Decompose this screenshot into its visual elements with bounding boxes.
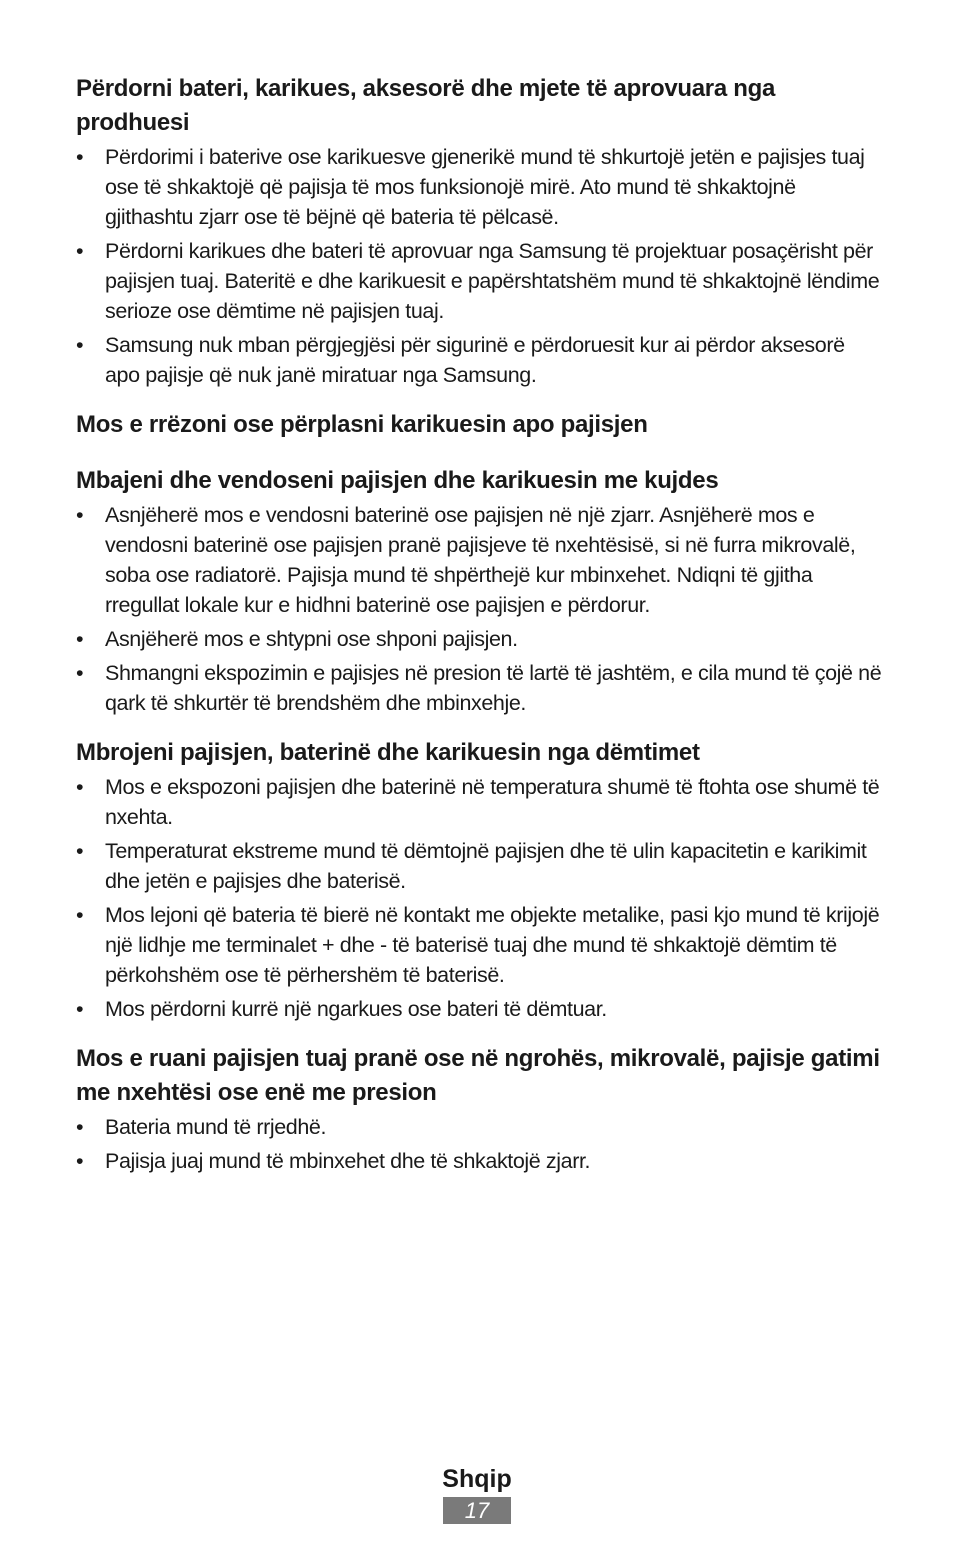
section-handle-with-care bbox=[76, 464, 884, 718]
section-storage-near-heat bbox=[76, 1042, 884, 1176]
bullet-glyph: • bbox=[76, 1149, 84, 1173]
list-item-text: Temperaturat ekstreme mund të dëmtojnë pajisjen dhe të ulin kapacitetin e karikimit dhe jetën e pajisjes dhe baterisë. bbox=[105, 839, 867, 893]
list-item-text: Pajisja juaj mund të mbinxehet dhe të shkaktojë zjarr. bbox=[105, 1149, 591, 1173]
list-item bbox=[76, 658, 884, 718]
bullet-glyph: • bbox=[76, 333, 84, 357]
list-item-text: Asnjëherë mos e shtypni ose shponi pajisjen. bbox=[105, 627, 518, 651]
list-item bbox=[76, 624, 884, 654]
list-item-text: Mos përdorni kurrë një ngarkues ose bateri të dëmtuar. bbox=[105, 997, 607, 1021]
page-number: 17 bbox=[443, 1497, 511, 1524]
bullet-list bbox=[76, 142, 884, 390]
list-item-text: Bateria mund të rrjedhë. bbox=[105, 1115, 327, 1139]
bullet-glyph: • bbox=[76, 661, 84, 685]
list-item bbox=[76, 836, 884, 896]
list-item-text: Samsung nuk mban përgjegjësi për sigurinë e përdoruesit kur ai përdor aksesorë apo pajisje që nuk janë miratuar nga Samsung. bbox=[105, 333, 845, 387]
section-heading: Mbajeni dhe vendoseni pajisjen dhe karikuesin me kujdes bbox=[76, 467, 719, 494]
section-heading: Mos e rrëzoni ose përplasni karikuesin apo pajisjen bbox=[76, 411, 648, 438]
list-item-text: Përdorimi i baterive ose karikuesve gjenerikë mund të shkurtojë jetën e pajisjes tuaj ose të shkaktojë që pajisja të mos funksionojë mirë. Ato mund të shkaktojnë gjithashtu zjarr ose të bëjnë që bateria të pëlcasë. bbox=[105, 145, 865, 229]
list-item bbox=[76, 1146, 884, 1176]
section-protect-from-damage bbox=[76, 736, 884, 1024]
page-footer bbox=[0, 1463, 954, 1524]
list-item bbox=[76, 330, 884, 390]
section-do-not-drop bbox=[76, 408, 884, 442]
bullet-list bbox=[76, 500, 884, 718]
bullet-glyph: • bbox=[76, 903, 84, 927]
bullet-glyph: • bbox=[76, 1115, 84, 1139]
bullet-glyph: • bbox=[76, 627, 84, 651]
bullet-glyph: • bbox=[76, 775, 84, 799]
section-approved-accessories bbox=[76, 72, 884, 390]
bullet-glyph: • bbox=[76, 145, 84, 169]
section-heading: Përdorni bateri, karikues, aksesorë dhe mjete të aprovuara nga prodhuesi bbox=[76, 75, 776, 136]
list-item bbox=[76, 1112, 884, 1142]
list-item bbox=[76, 236, 884, 326]
footer-language: Shqip bbox=[442, 1465, 512, 1493]
list-item-text: Shmangni ekspozimin e pajisjes në presion të lartë të jashtëm, e cila mund të çojë në qark të shkurtër të brendshëm dhe mbinxehje. bbox=[105, 661, 882, 715]
bullet-list bbox=[76, 772, 884, 1024]
bullet-glyph: • bbox=[76, 839, 84, 863]
list-item bbox=[76, 500, 884, 620]
list-item-text: Mos e ekspozoni pajisjen dhe baterinë në temperatura shumë të ftohta ose shumë të nxehta. bbox=[105, 775, 880, 829]
section-heading: Mbrojeni pajisjen, baterinë dhe karikuesin nga dëmtimet bbox=[76, 739, 700, 766]
list-item bbox=[76, 772, 884, 832]
bullet-glyph: • bbox=[76, 239, 84, 263]
bullet-glyph: • bbox=[76, 503, 84, 527]
list-item-text: Mos lejoni që bateria të bierë në kontakt me objekte metalike, pasi kjo mund të krijojë një lidhje me terminalet + dhe - të baterisë tuaj dhe mund të shkaktojë dëmtim të përkohshëm ose të përhershëm të baterisë. bbox=[105, 903, 880, 987]
bullet-glyph: • bbox=[76, 997, 84, 1021]
list-item-text: Përdorni karikues dhe bateri të aprovuar nga Samsung të projektuar posaçërisht për pajisjen tuaj. Bateritë e dhe karikuesit e papërshtatshëm mund të shkaktojnë lëndime serioze ose dëmtime në pajisjen tuaj. bbox=[105, 239, 880, 323]
document-body bbox=[76, 72, 884, 1180]
section-heading: Mos e ruani pajisjen tuaj pranë ose në ngrohës, mikrovalë, pajisje gatimi me nxehtësi ose enë me presion bbox=[76, 1045, 880, 1106]
list-item bbox=[76, 142, 884, 232]
list-item bbox=[76, 900, 884, 990]
bullet-list bbox=[76, 1112, 884, 1176]
list-item bbox=[76, 994, 884, 1024]
list-item-text: Asnjëherë mos e vendosni baterinë ose pajisjen në një zjarr. Asnjëherë mos e vendosni baterinë ose pajisjen pranë pajisjeve të nxehtësisë, si në furra mikrovalë, soba ose radiatorë. Pajisja mund të shpërthejë kur mbinxehet. Ndiqni të gjitha rregullat lokale kur e hidhni baterinë ose pajisjen e përdorur. bbox=[105, 503, 856, 617]
